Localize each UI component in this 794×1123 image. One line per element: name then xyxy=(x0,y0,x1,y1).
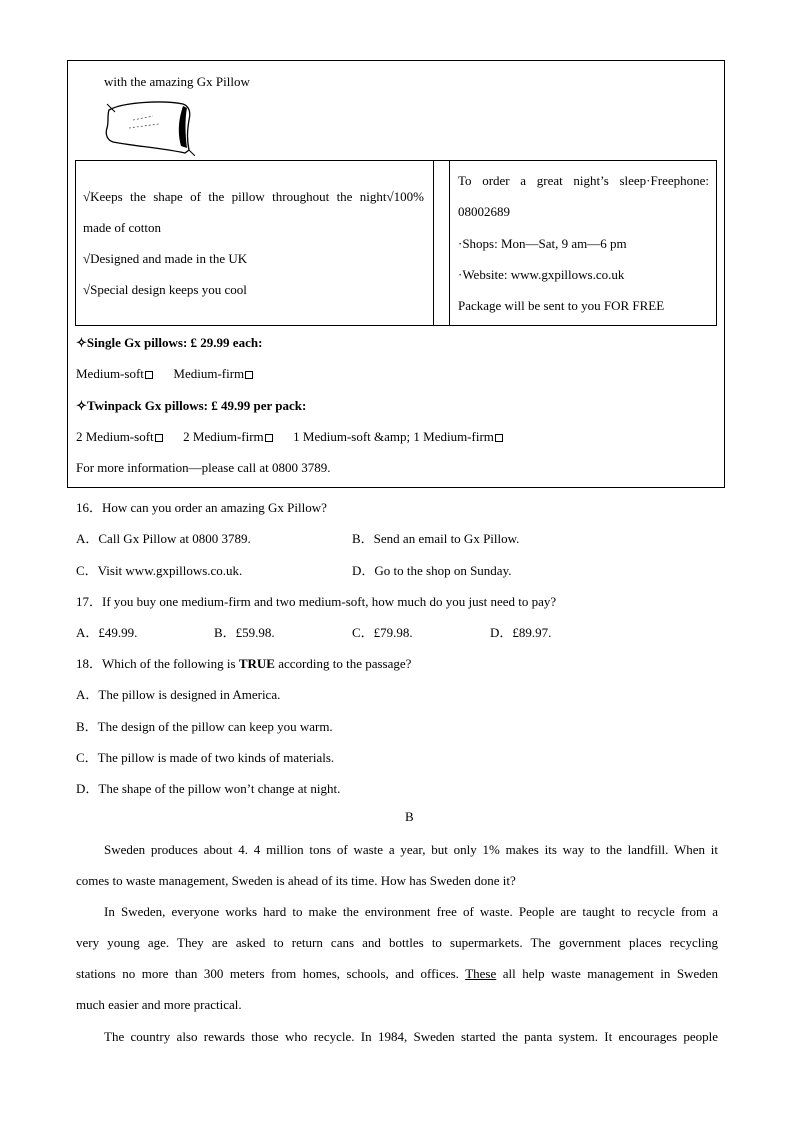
q17-option-a: A．£49.99. xyxy=(76,625,138,640)
pillow-illustration xyxy=(103,98,195,156)
q17-option-b: B．£59.98. xyxy=(214,625,275,640)
option-label: Medium-firm xyxy=(173,366,245,381)
order-line: ·Website: www.gxpillows.co.uk xyxy=(458,267,625,282)
order-line: To order a great night’s sleep·Freephone: xyxy=(458,173,709,188)
order-line: 08002689 xyxy=(458,204,510,219)
q16-option-a: A．Call Gx Pillow at 0800 3789. xyxy=(76,531,251,546)
q16-option-d: D．Go to the shop on Sunday. xyxy=(352,563,512,578)
twinpack-heading: ✧Twinpack Gx pillows: £ 49.99 per pack: xyxy=(76,398,307,413)
paragraph-line-with-underline: stations no more than 300 meters from homes, schools, and offices. These all help waste management in Sweden xyxy=(76,966,718,981)
twinpack-options xyxy=(76,429,503,445)
checkbox-icon xyxy=(495,434,503,442)
feature-line: made of cotton xyxy=(83,220,161,235)
question-18-stem: 18．Which of the following is TRUE according to the passage? xyxy=(76,656,412,671)
column-divider xyxy=(449,161,450,325)
order-line: ·Shops: Mon—Sat, 9 am—6 pm xyxy=(458,236,627,251)
more-info: For more information—please call at 0800 3789. xyxy=(76,460,331,475)
checkbox-icon xyxy=(155,434,163,442)
question-17-stem: 17．If you buy one medium-firm and two medium-soft, how much do you just need to pay? xyxy=(76,594,557,609)
feature-line: √Special design keeps you cool xyxy=(83,282,247,297)
q18-option-a: A．The pillow is designed in America. xyxy=(76,687,281,702)
single-options xyxy=(76,366,253,382)
section-label: B xyxy=(405,809,414,824)
column-divider xyxy=(433,161,434,325)
q16-option-b: B．Send an email to Gx Pillow. xyxy=(352,531,520,546)
q17-option-c: C．£79.98. xyxy=(352,625,413,640)
checkbox-icon xyxy=(265,434,273,442)
q18-option-d: D．The shape of the pillow won’t change at night. xyxy=(76,781,341,796)
feature-line: √Keeps the shape of the pillow throughout the night√100% xyxy=(83,189,424,204)
passage-paragraph-1: Sweden produces about 4. 4 million tons of waste a year, but only 1% makes its way to the landfill. When it comes to waste management, Sweden is ahead of its time. How has Sweden done it? xyxy=(76,842,718,888)
single-pillow-heading: ✧Single Gx pillows: £ 29.99 each: xyxy=(76,335,263,350)
option-label: 1 Medium-soft &amp; 1 Medium-firm xyxy=(293,429,494,444)
q18-option-b: B．The design of the pillow can keep you warm. xyxy=(76,719,333,734)
passage-paragraph-3: The country also rewards those who recycle. In 1984, Sweden started the panta system. It encourages people xyxy=(104,1029,718,1044)
passage-paragraph-2: In Sweden, everyone works hard to make the environment free of waste. People are taught to recycle from a very young age. They are asked to return cans and bottles to supermarkets. The government places recycling stations no more than 300 meters from homes, schools, and offices. These all help waste management in Sweden much easier and more practical. xyxy=(76,904,718,1012)
order-line: Package will be sent to you FOR FREE xyxy=(458,298,665,313)
option-label: Medium-soft xyxy=(76,366,144,381)
q17-option-d: D．£89.97. xyxy=(490,625,552,640)
checkbox-icon xyxy=(245,371,253,379)
ad-headline: with the amazing Gx Pillow xyxy=(104,74,250,89)
feature-line: √Designed and made in the UK xyxy=(83,251,248,266)
q18-option-c: C．The pillow is made of two kinds of materials. xyxy=(76,750,335,765)
question-16-stem: 16．How can you order an amazing Gx Pillow? xyxy=(76,500,327,515)
option-label: 2 Medium-firm xyxy=(183,429,264,444)
checkbox-icon xyxy=(145,371,153,379)
option-label: 2 Medium-soft xyxy=(76,429,154,444)
q16-option-c: C．Visit www.gxpillows.co.uk. xyxy=(76,563,243,578)
